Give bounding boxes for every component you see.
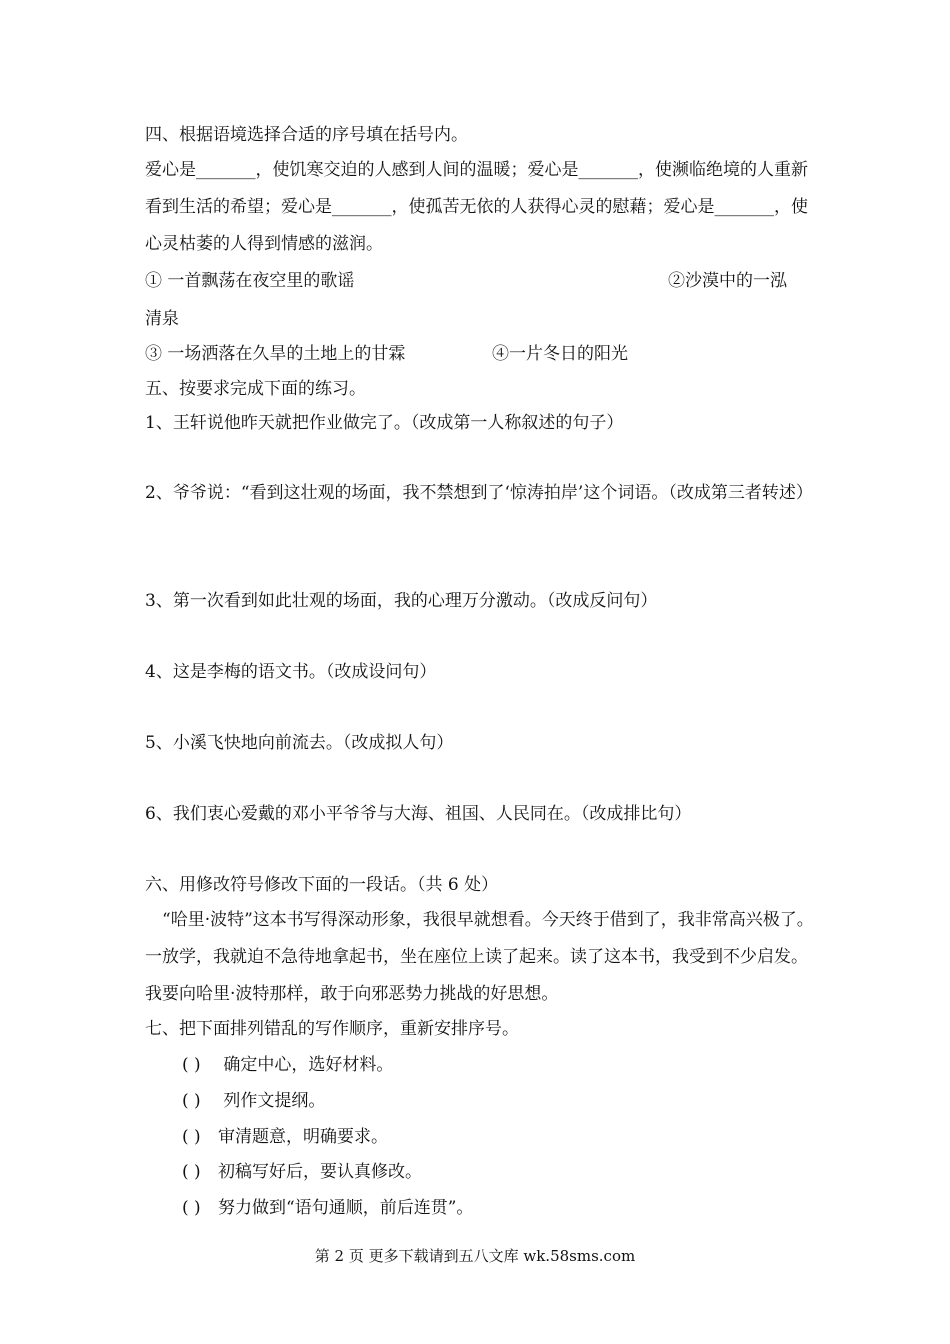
page-footer: 第 2 页 更多下载请到五八文库 wk.58sms.com [314,1247,636,1265]
order-item: ( ) 努力做到“语句通顺，前后连贯”。 [182,1198,474,1218]
option-3: ③ 一场洒落在久旱的土地上的甘霖 [145,344,406,364]
option-1: ① 一首飘荡在夜空里的歌谣 [145,271,355,291]
section5-heading: 五、按要求完成下面的练习。 [145,379,366,399]
question-3: 3、第一次看到如此壮观的场面，我的心理万分激动。（改成反问句） [145,591,658,611]
question-6: 6、我们衷心爱戴的邓小平爷爷与大海、祖国、人民同在。（改成排比句） [145,804,692,824]
option-2-continued: 清泉 [145,309,179,329]
answer-blank[interactable]: ( ) [182,1162,201,1182]
question-5: 5、小溪飞快地向前流去。（改成拟人句） [145,733,454,753]
section7-heading: 七、把下面排列错乱的写作顺序，重新安排序号。 [145,1019,519,1039]
answer-blank[interactable]: ( ) [182,1127,201,1147]
answer-blank[interactable]: ( ) [182,1091,201,1111]
section4-passage: 爱心是_______，使饥寒交迫的人感到人间的温暖；爱心是_______，使濒临绝境的人重新看到生活的希望；爱心是_______，使孤苦无依的人获得心灵的慰藉；爱心是_______，使心灵枯萎的人得到情感的滋润。 [145,160,808,254]
option-2: ②沙漠中的一泓 [668,271,787,291]
order-item: ( ) 确定中心，选好材料。 [182,1055,394,1075]
answer-blank[interactable]: ( ) [182,1055,201,1075]
order-item: ( ) 列作文提纲。 [182,1091,326,1111]
question-1: 1、王轩说他昨天就把作业做完了。（改成第一人称叙述的句子） [145,413,624,433]
question-4: 4、这是李梅的语文书。（改成设问句） [145,662,437,682]
section6-passage: “哈里·波特”这本书写得深动形象，我很早就想看。今天终于借到了，我非常高兴极了。一放学，我就迫不急待地拿起书，坐在座位上读了起来。读了这本书，我受到不少启发。我要向哈里·波特那样，敢于向邪恶势力挑战的好思想。 [145,910,814,1004]
answer-blank[interactable]: ( ) [182,1198,201,1218]
order-item: ( ) 初稿写好后，要认真修改。 [182,1162,422,1182]
section4-heading: 四、根据语境选择合适的序号填在括号内。 [145,125,468,145]
question-2: 2、爷爷说：“看到这壮观的场面，我不禁想到了‘惊涛拍岸’这个词语。（改成第三者转述） [145,483,813,503]
option-4: ④一片冬日的阳光 [492,344,628,364]
order-item: ( ) 审清题意，明确要求。 [182,1127,388,1147]
section6-heading: 六、用修改符号修改下面的一段话。（共 6 处） [145,875,499,895]
